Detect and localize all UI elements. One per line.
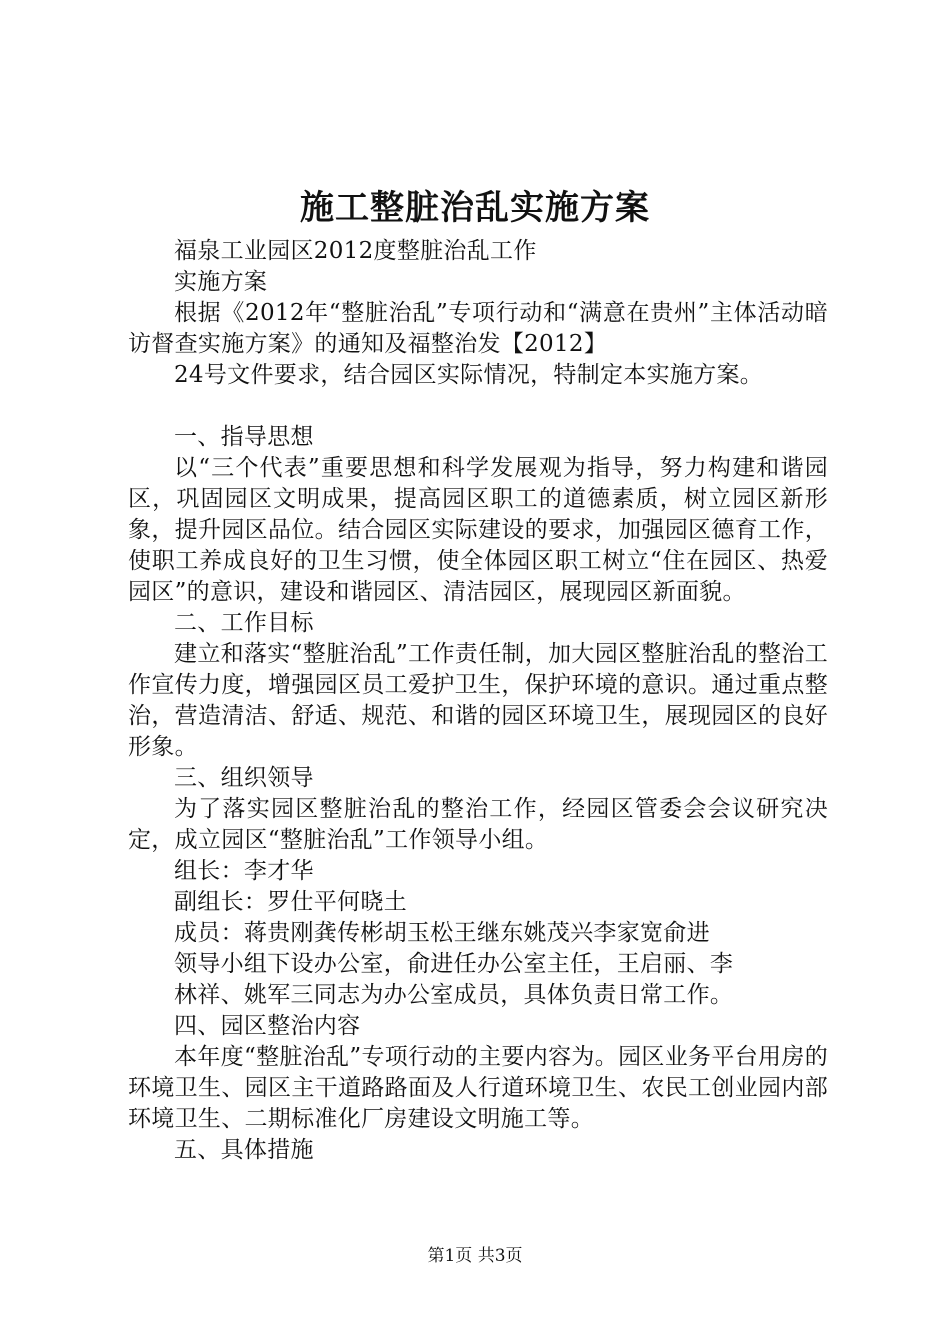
document-title: 施工整脏治乱实施方案 [300,188,650,228]
section-heading-guiding: 一、指导思想 [174,424,314,450]
page-indicator: 第1页 共3页 [427,1246,523,1266]
paragraph-content: 本年度“整脏治乱”专项行动的主要内容为。园区业务平台用房的环境卫生、园区主干道路路面及人行道环境卫生、农民工创业园内部环境卫生、二期标准化厂房建设文明施工等。 [128,1044,828,1132]
paragraph-members: 成员：蒋贵刚龚传彬胡玉松王继东姚茂兴李家宽俞进 [174,920,710,946]
paragraph-heading-org: 福泉工业园区2012度整脏治乱工作 [174,238,537,264]
paragraph-organization: 为了落实园区整脏治乱的整治工作，经园区管委会会议研究决定，成立园区“整脏治乱”工作领导小组。 [128,796,828,853]
paragraph-goals: 建立和落实“整脏治乱”工作责任制，加大园区整脏治乱的整治工作宣传力度，增强园区员工爱护卫生，保护环境的意识。通过重点整治，营造清洁、舒适、规范、和谐的园区环境卫生，展现园区的良好形象。 [128,641,828,760]
paragraph-intro: 根据《2012年“整脏治乱”专项行动和“满意在贵州”主体活动暗访督查实施方案》的通知及福整治发【2012】 [128,300,828,357]
paragraph-intro-cont: 24号文件要求，结合园区实际情况，特制定本实施方案。 [174,362,764,388]
section-heading-content: 四、园区整治内容 [174,1013,361,1039]
paragraph-office-cont: 林祥、姚军三同志为办公室成员，具体负责日常工作。 [174,982,734,1008]
section-heading-organization: 三、组织领导 [174,765,314,791]
paragraph-leader: 组长：李才华 [174,858,314,884]
section-heading-measures: 五、具体措施 [174,1137,314,1163]
section-heading-goals: 二、工作目标 [174,610,314,636]
paragraph-office: 领导小组下设办公室，俞进任办公室主任，王启丽、李 [174,951,734,977]
paragraph-deputy-leader: 副组长：罗仕平何晓土 [174,889,407,915]
paragraph-heading-plan: 实施方案 [174,269,268,295]
paragraph-guiding: 以“三个代表”重要思想和科学发展观为指导，努力构建和谐园区，巩固园区文明成果，提高园区职工的道德素质，树立园区新形象，提升园区品位。结合园区实际建设的要求，加强园区德育工作，使职工养成良好的卫生习惯，使全体园区职工树立“住在园区、热爱园区”的意识，建设和谐园区、清洁园区，展现园区新面貌。 [128,455,828,605]
document-body [128,236,828,1166]
